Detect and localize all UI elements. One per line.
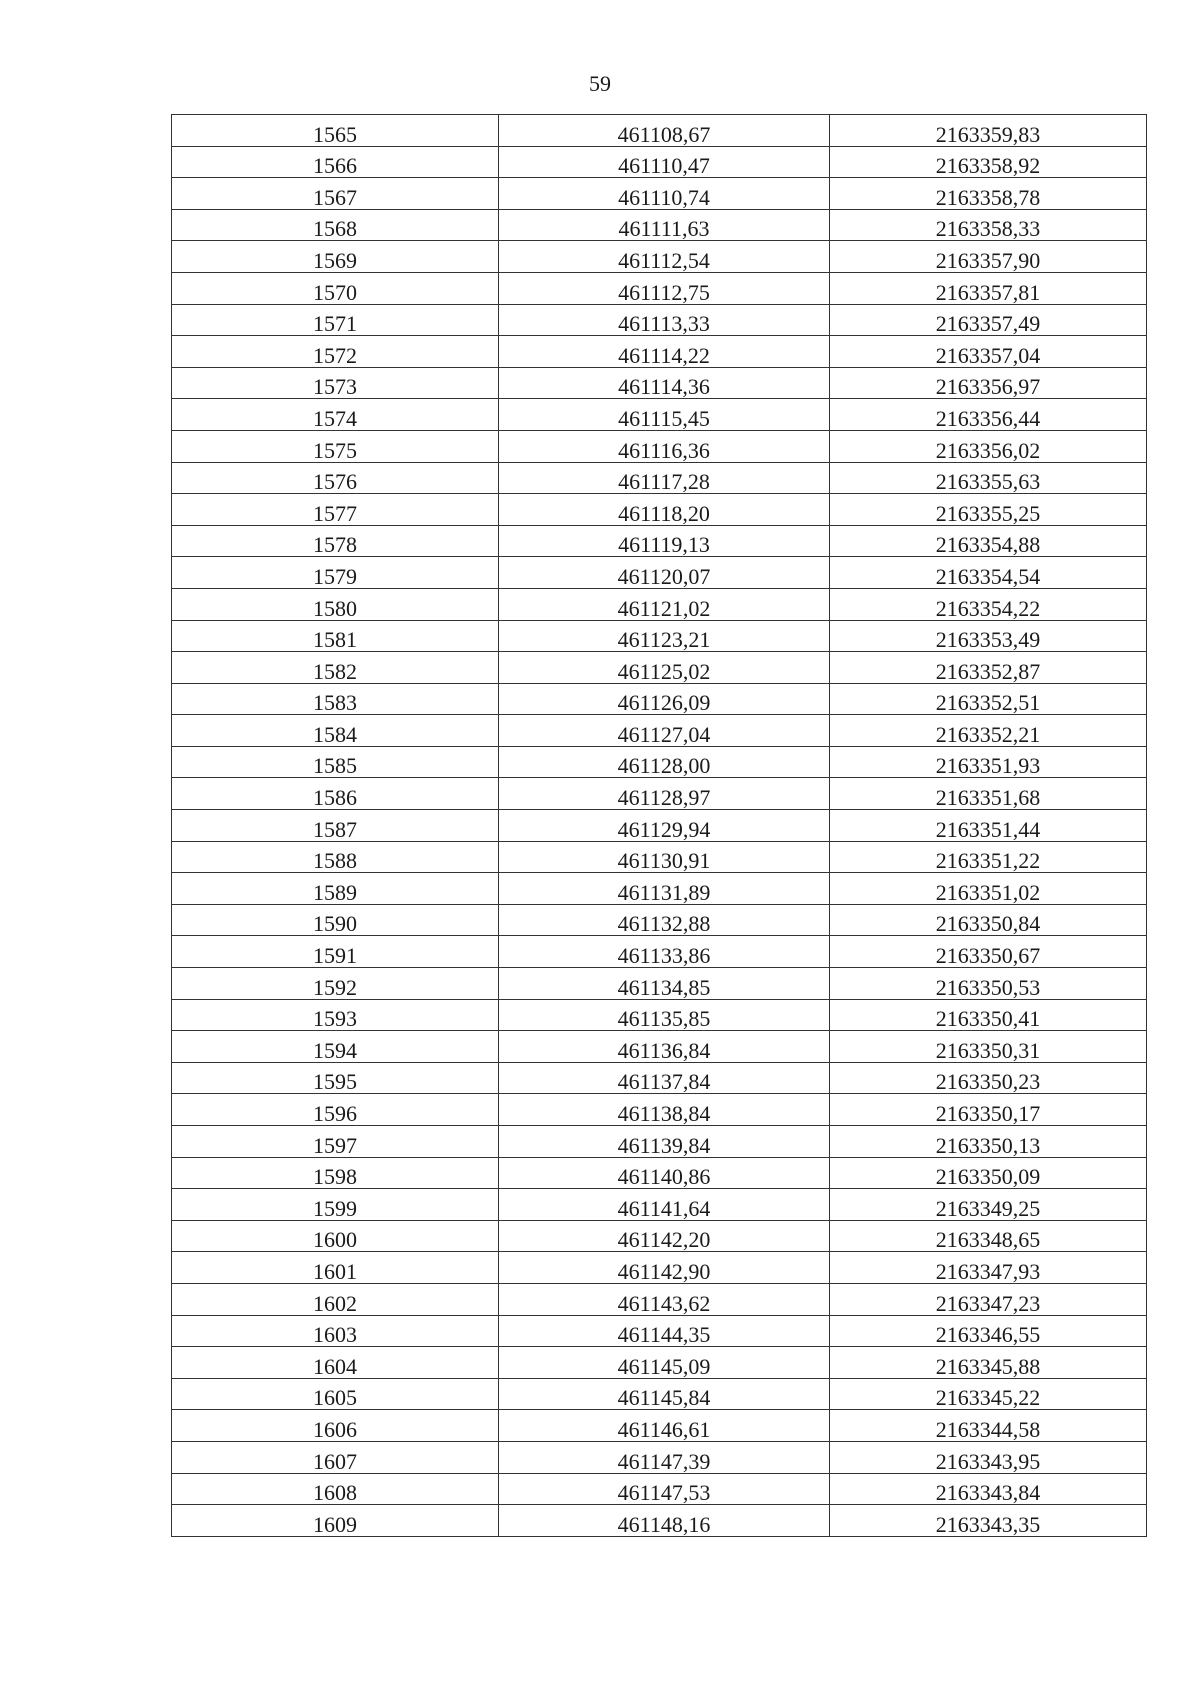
x-coordinate-cell: 461141,64 [499,1189,830,1221]
table-row [172,1031,1147,1063]
point-number-cell: 1599 [172,1189,499,1221]
y-coordinate-cell: 2163357,81 [830,272,1147,304]
table-row [172,241,1147,273]
y-coordinate-cell: 2163348,65 [830,1220,1147,1252]
page-number: 59 [589,71,611,96]
point-number-cell: 1587 [172,810,499,842]
y-coordinate-cell: 2163355,25 [830,494,1147,526]
table-row [172,178,1147,210]
y-coordinate-cell: 2163356,02 [830,430,1147,462]
x-coordinate-cell: 461112,75 [499,272,830,304]
y-coordinate-cell: 2163354,22 [830,588,1147,620]
x-coordinate-cell: 461135,85 [499,999,830,1031]
table-row [172,904,1147,936]
x-coordinate-cell: 461134,85 [499,968,830,1000]
table-row [172,557,1147,589]
table-row [172,1252,1147,1284]
x-coordinate-cell: 461117,28 [499,462,830,494]
x-coordinate-cell: 461147,39 [499,1441,830,1473]
point-number-cell: 1602 [172,1283,499,1315]
point-number-cell: 1592 [172,968,499,1000]
point-number-cell: 1596 [172,1094,499,1126]
x-coordinate-cell: 461132,88 [499,904,830,936]
y-coordinate-cell: 2163351,93 [830,746,1147,778]
table-row [172,146,1147,178]
table-row [172,1157,1147,1189]
y-coordinate-cell: 2163344,58 [830,1410,1147,1442]
table-row [172,1441,1147,1473]
table-row [172,399,1147,431]
x-coordinate-cell: 461130,91 [499,841,830,873]
point-number-cell: 1581 [172,620,499,652]
point-number-cell: 1608 [172,1473,499,1505]
table-row [172,1283,1147,1315]
point-number-cell: 1566 [172,146,499,178]
x-coordinate-cell: 461146,61 [499,1410,830,1442]
table-row [172,115,1147,147]
point-number-cell: 1593 [172,999,499,1031]
table-row [172,778,1147,810]
y-coordinate-cell: 2163350,41 [830,999,1147,1031]
table-row [172,367,1147,399]
table-row [172,1220,1147,1252]
x-coordinate-cell: 461115,45 [499,399,830,431]
x-coordinate-cell: 461143,62 [499,1283,830,1315]
x-coordinate-cell: 461127,04 [499,715,830,747]
table-row [172,462,1147,494]
point-number-cell: 1583 [172,683,499,715]
table-row [172,936,1147,968]
table-row [172,1189,1147,1221]
point-number-cell: 1576 [172,462,499,494]
point-number-cell: 1601 [172,1252,499,1284]
x-coordinate-cell: 461140,86 [499,1157,830,1189]
y-coordinate-cell: 2163356,44 [830,399,1147,431]
y-coordinate-cell: 2163357,49 [830,304,1147,336]
point-number-cell: 1574 [172,399,499,431]
y-coordinate-cell: 2163351,02 [830,873,1147,905]
x-coordinate-cell: 461110,74 [499,178,830,210]
point-number-cell: 1571 [172,304,499,336]
table-row [172,620,1147,652]
x-coordinate-cell: 461142,20 [499,1220,830,1252]
y-coordinate-cell: 2163357,04 [830,336,1147,368]
table-row [172,810,1147,842]
point-number-cell: 1585 [172,746,499,778]
table-row [172,1062,1147,1094]
y-coordinate-cell: 2163354,54 [830,557,1147,589]
point-number-cell: 1588 [172,841,499,873]
point-number-cell: 1570 [172,272,499,304]
coordinates-table [171,114,1147,1537]
table-row [172,525,1147,557]
y-coordinate-cell: 2163351,68 [830,778,1147,810]
y-coordinate-cell: 2163349,25 [830,1189,1147,1221]
point-number-cell: 1609 [172,1505,499,1537]
y-coordinate-cell: 2163347,93 [830,1252,1147,1284]
x-coordinate-cell: 461112,54 [499,241,830,273]
table-row [172,588,1147,620]
point-number-cell: 1600 [172,1220,499,1252]
x-coordinate-cell: 461148,16 [499,1505,830,1537]
table-row [172,272,1147,304]
y-coordinate-cell: 2163355,63 [830,462,1147,494]
point-number-cell: 1591 [172,936,499,968]
x-coordinate-cell: 461111,63 [499,209,830,241]
y-coordinate-cell: 2163352,87 [830,652,1147,684]
y-coordinate-cell: 2163353,49 [830,620,1147,652]
y-coordinate-cell: 2163345,22 [830,1378,1147,1410]
table-row [172,494,1147,526]
point-number-cell: 1580 [172,588,499,620]
x-coordinate-cell: 461114,22 [499,336,830,368]
point-number-cell: 1565 [172,115,499,147]
x-coordinate-cell: 461114,36 [499,367,830,399]
table-row [172,1126,1147,1158]
y-coordinate-cell: 2163358,92 [830,146,1147,178]
table-row [172,1378,1147,1410]
x-coordinate-cell: 461145,84 [499,1378,830,1410]
table-row [172,1410,1147,1442]
table-row [172,652,1147,684]
table-row [172,746,1147,778]
table-row [172,430,1147,462]
y-coordinate-cell: 2163343,95 [830,1441,1147,1473]
point-number-cell: 1586 [172,778,499,810]
x-coordinate-cell: 461118,20 [499,494,830,526]
y-coordinate-cell: 2163350,53 [830,968,1147,1000]
table-row [172,683,1147,715]
y-coordinate-cell: 2163351,22 [830,841,1147,873]
table-row [172,873,1147,905]
y-coordinate-cell: 2163354,88 [830,525,1147,557]
x-coordinate-cell: 461142,90 [499,1252,830,1284]
point-number-cell: 1590 [172,904,499,936]
point-number-cell: 1582 [172,652,499,684]
point-number-cell: 1597 [172,1126,499,1158]
y-coordinate-cell: 2163359,83 [830,115,1147,147]
table-row [172,968,1147,1000]
table-row [172,1315,1147,1347]
y-coordinate-cell: 2163347,23 [830,1283,1147,1315]
x-coordinate-cell: 461144,35 [499,1315,830,1347]
y-coordinate-cell: 2163350,13 [830,1126,1147,1158]
y-coordinate-cell: 2163352,21 [830,715,1147,747]
point-number-cell: 1594 [172,1031,499,1063]
y-coordinate-cell: 2163358,33 [830,209,1147,241]
table-row [172,841,1147,873]
table-row [172,1505,1147,1537]
x-coordinate-cell: 461133,86 [499,936,830,968]
coordinates-table-body [172,115,1147,1537]
table-row [172,304,1147,336]
table-row [172,336,1147,368]
y-coordinate-cell: 2163346,55 [830,1315,1147,1347]
x-coordinate-cell: 461128,97 [499,778,830,810]
point-number-cell: 1595 [172,1062,499,1094]
y-coordinate-cell: 2163350,84 [830,904,1147,936]
table-row [172,209,1147,241]
x-coordinate-cell: 461128,00 [499,746,830,778]
x-coordinate-cell: 461123,21 [499,620,830,652]
point-number-cell: 1607 [172,1441,499,1473]
x-coordinate-cell: 461120,07 [499,557,830,589]
point-number-cell: 1575 [172,430,499,462]
x-coordinate-cell: 461126,09 [499,683,830,715]
point-number-cell: 1589 [172,873,499,905]
y-coordinate-cell: 2163350,17 [830,1094,1147,1126]
y-coordinate-cell: 2163357,90 [830,241,1147,273]
x-coordinate-cell: 461138,84 [499,1094,830,1126]
point-number-cell: 1572 [172,336,499,368]
y-coordinate-cell: 2163356,97 [830,367,1147,399]
y-coordinate-cell: 2163352,51 [830,683,1147,715]
table-row [172,999,1147,1031]
x-coordinate-cell: 461136,84 [499,1031,830,1063]
y-coordinate-cell: 2163343,84 [830,1473,1147,1505]
x-coordinate-cell: 461137,84 [499,1062,830,1094]
point-number-cell: 1605 [172,1378,499,1410]
point-number-cell: 1567 [172,178,499,210]
table-row [172,715,1147,747]
point-number-cell: 1573 [172,367,499,399]
point-number-cell: 1603 [172,1315,499,1347]
x-coordinate-cell: 461145,09 [499,1347,830,1379]
y-coordinate-cell: 2163350,67 [830,936,1147,968]
x-coordinate-cell: 461131,89 [499,873,830,905]
y-coordinate-cell: 2163350,09 [830,1157,1147,1189]
y-coordinate-cell: 2163358,78 [830,178,1147,210]
y-coordinate-cell: 2163351,44 [830,810,1147,842]
point-number-cell: 1598 [172,1157,499,1189]
x-coordinate-cell: 461119,13 [499,525,830,557]
point-number-cell: 1568 [172,209,499,241]
x-coordinate-cell: 461113,33 [499,304,830,336]
table-row [172,1094,1147,1126]
x-coordinate-cell: 461116,36 [499,430,830,462]
y-coordinate-cell: 2163350,23 [830,1062,1147,1094]
point-number-cell: 1584 [172,715,499,747]
x-coordinate-cell: 461129,94 [499,810,830,842]
x-coordinate-cell: 461108,67 [499,115,830,147]
point-number-cell: 1577 [172,494,499,526]
y-coordinate-cell: 2163343,35 [830,1505,1147,1537]
x-coordinate-cell: 461147,53 [499,1473,830,1505]
table-row [172,1473,1147,1505]
y-coordinate-cell: 2163350,31 [830,1031,1147,1063]
point-number-cell: 1579 [172,557,499,589]
point-number-cell: 1604 [172,1347,499,1379]
point-number-cell: 1578 [172,525,499,557]
table-row [172,1347,1147,1379]
x-coordinate-cell: 461121,02 [499,588,830,620]
x-coordinate-cell: 461125,02 [499,652,830,684]
point-number-cell: 1569 [172,241,499,273]
point-number-cell: 1606 [172,1410,499,1442]
y-coordinate-cell: 2163345,88 [830,1347,1147,1379]
x-coordinate-cell: 461110,47 [499,146,830,178]
x-coordinate-cell: 461139,84 [499,1126,830,1158]
